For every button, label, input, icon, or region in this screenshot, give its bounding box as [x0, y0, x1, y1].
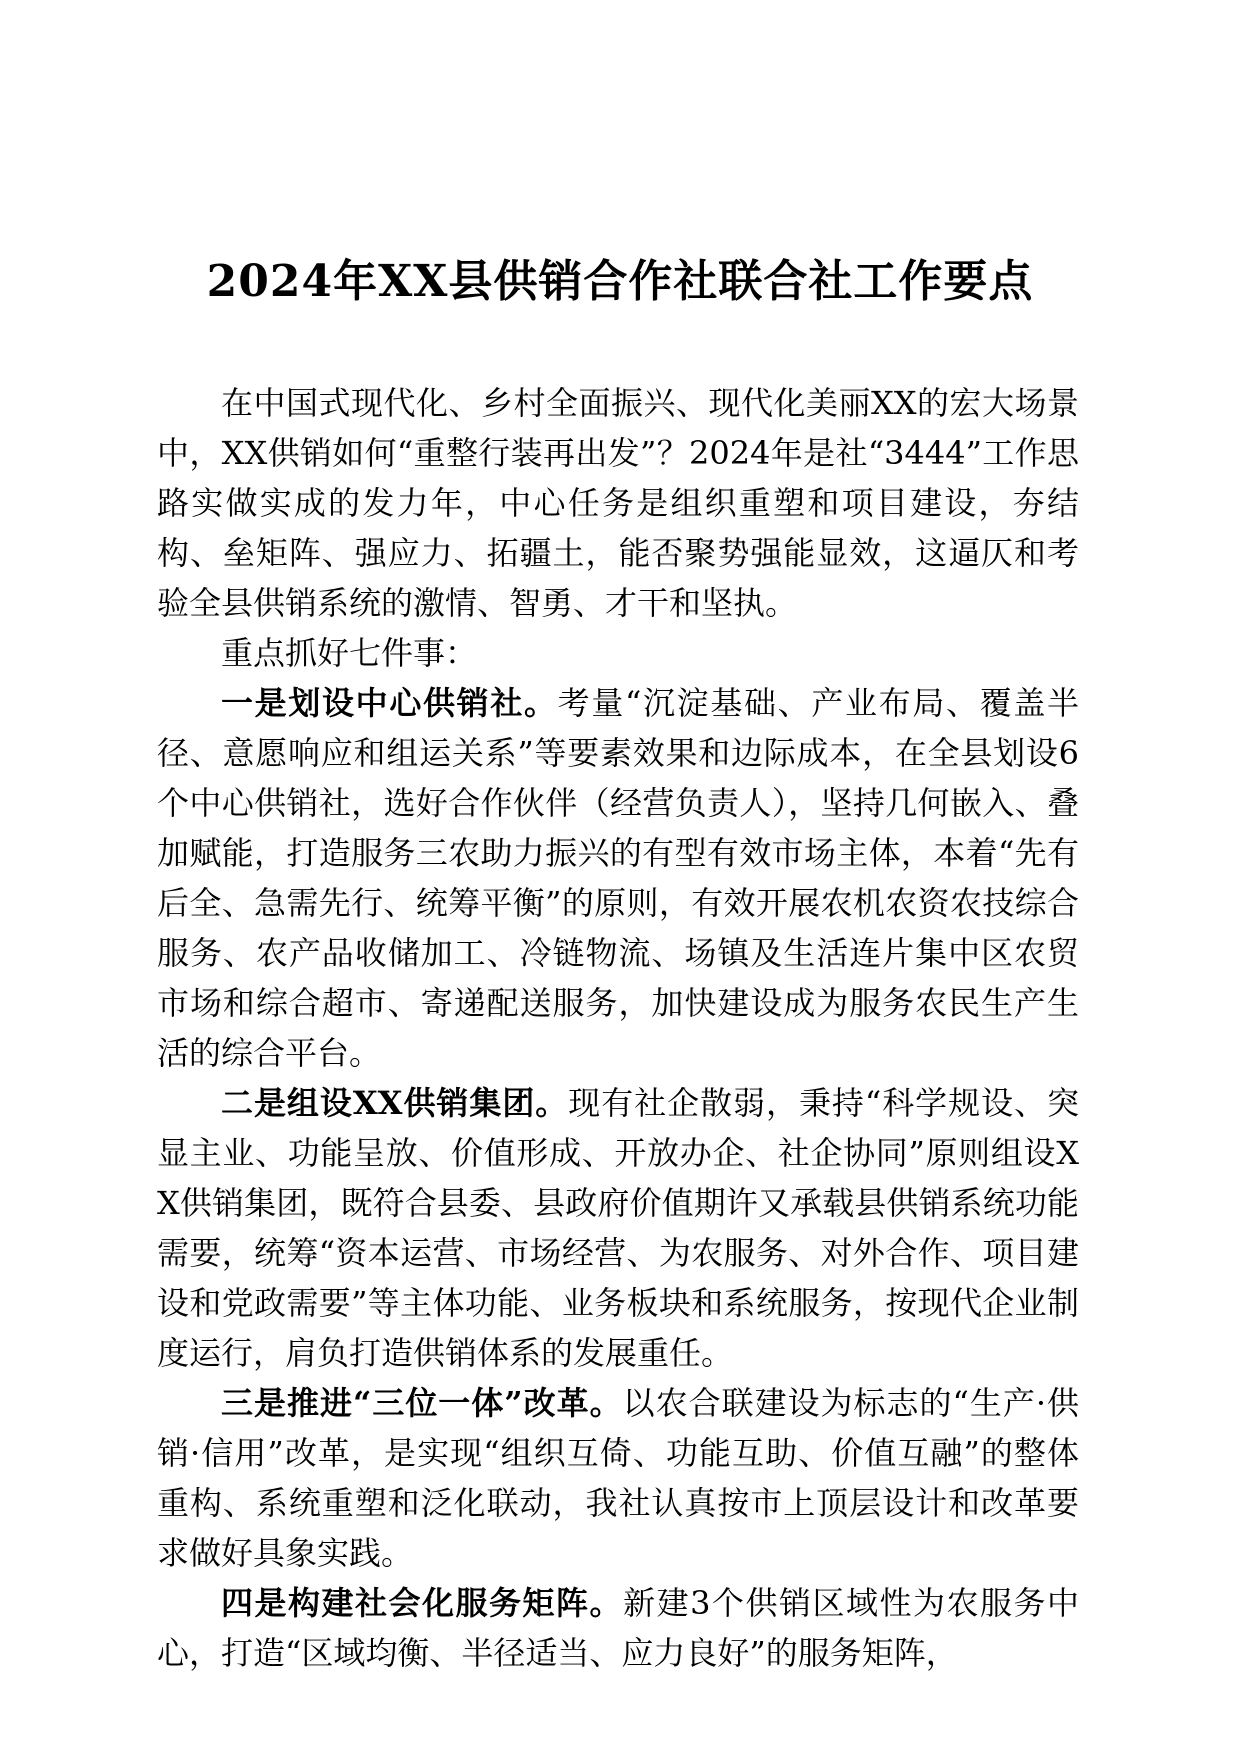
item-lead: 四是构建社会化服务矩阵。	[221, 1584, 624, 1622]
item-paragraph	[157, 1378, 1079, 1578]
item-paragraph	[157, 678, 1079, 1078]
item-paragraph	[157, 1578, 1079, 1678]
item-text: 新建3个供销区域性为农服务中心，打造“区域均衡、半径适当、应力良好”的服务矩阵，	[157, 1584, 1079, 1672]
item-text: 考量“沉淀基础、产业布局、覆盖半径、意愿响应和组运关系”等要素效果和边际成本，在全县划设6个中心供销社，选好合作伙伴（经营负责人），坚持几何嵌入、叠加赋能，打造服务三农助力振兴的有型有效市场主体，本着“先有后全、急需先行、统筹平衡”的原则，有效开展农机农资农技综合服务、农产品收储加工、冷链物流、场镇及生活连片集中区农贸市场和综合超市、寄递配送服务，加快建设成为服务农民生产生活的综合平台。	[157, 684, 1079, 1072]
item-text: 以农合联建设为标志的“生产·供销·信用”改革，是实现“组织互倚、功能互助、价值互融”的整体重构、系统重塑和泛化联动，我社认真按市上顶层设计和改革要求做好具象实践。	[157, 1384, 1079, 1572]
intro-paragraph: 在中国式现代化、乡村全面振兴、现代化美丽XX的宏大场景中，XX供销如何“重整行装再出发”？2024年是社“3444”工作思路实做实成的发力年，中心任务是组织重塑和项目建设，夯结构、垒矩阵、强应力、拓疆土，能否聚势强能显效，这逼仄和考验全县供销系统的激情、智勇、才干和坚执。	[157, 384, 1079, 622]
summary-paragraph: 重点抓好七件事：	[221, 634, 478, 672]
item-text: 现有社企散弱，秉持“科学规设、突显主业、功能呈放、价值形成、开放办企、社企协同”原则组设XX供销集团，既符合县委、县政府价值期许又承载县供销系统功能需要，统筹“资本运营、市场经营、为农服务、对外合作、项目建设和党政需要”等主体功能、业务板块和系统服务，按现代企业制度运行，肩负打造供销体系的发展重任。	[157, 1084, 1079, 1372]
item-paragraph	[157, 1078, 1079, 1378]
document-body	[157, 378, 1079, 1678]
item-lead: 三是推进“三位一体”改革。	[221, 1384, 623, 1422]
document-title: 2024年XX县供销合作社联合社工作要点	[206, 256, 1034, 307]
item-lead: 一是划设中心供销社。	[221, 684, 558, 722]
item-lead: 二是组设XX供销集团。	[221, 1084, 569, 1122]
